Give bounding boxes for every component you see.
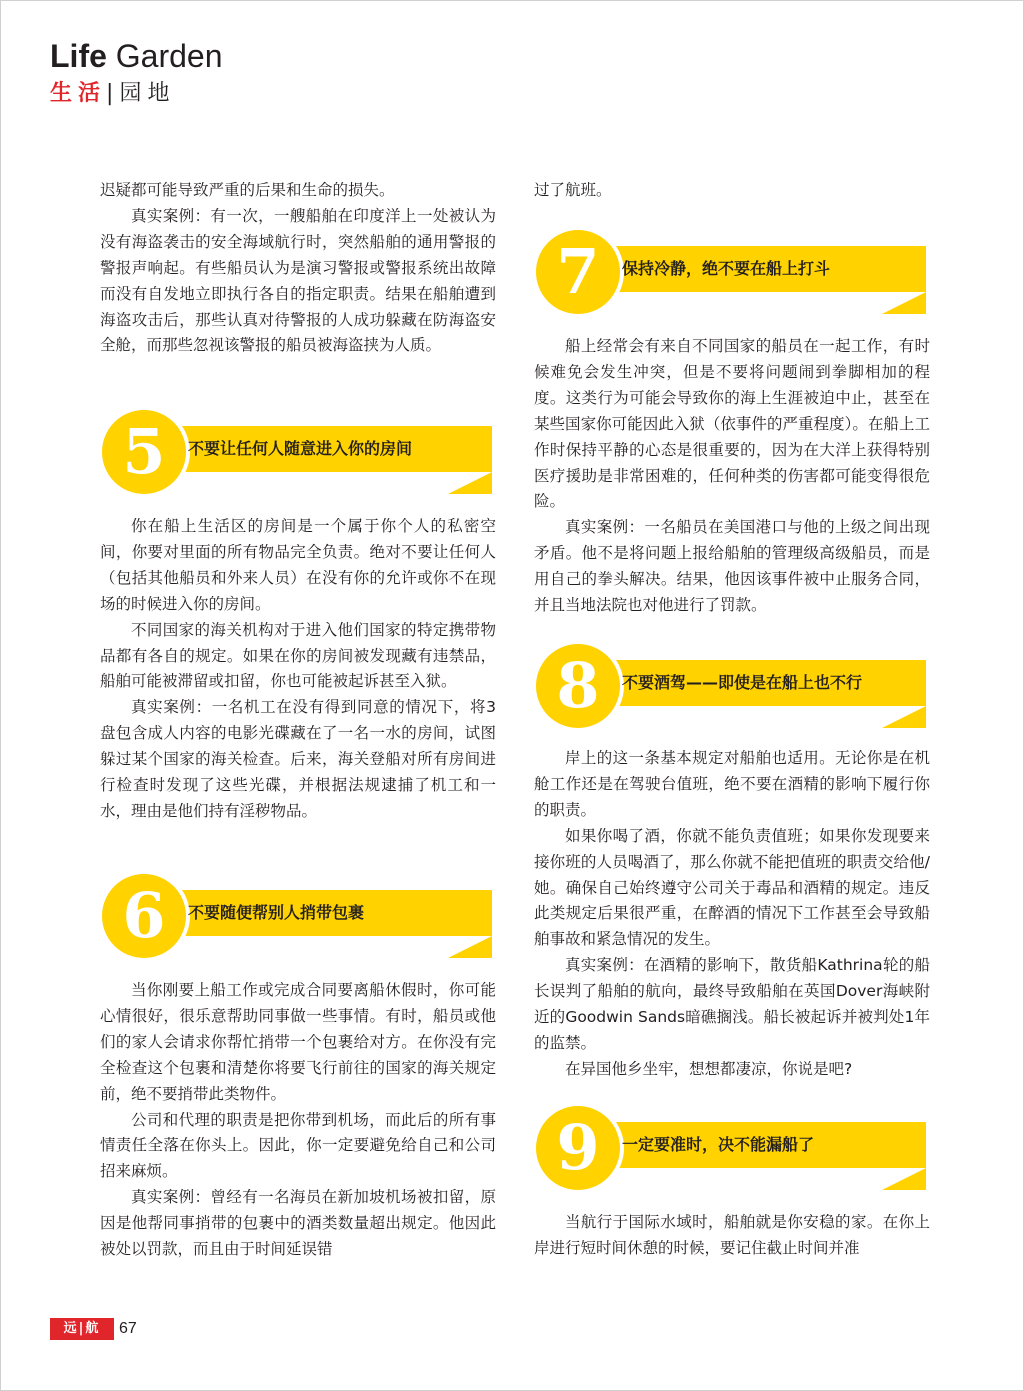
section-8-body bbox=[534, 746, 930, 1083]
section-8-paragraph-4: 在异国他乡坐牢，想想都凄凉，你说是吧? bbox=[565, 1059, 853, 1078]
section-7-paragraph-1: 船上经常会有来自不同国家的船员在一起工作，有时候难免会发生冲突，但是不要将问题闹到拳脚相加的程度。这类行为可能会导致你的海上生涯被迫中止，甚至在某些国家你可能因此入狱（依事件的严重程度）。在船上工作时保持平静的心态是很重要的，因为在大洋上获得特别医疗援助是非常困难的，任何种类的伤害都可能变得很危险。 bbox=[534, 337, 930, 511]
section-5-title: 不要让任何人随意进入你的房间 bbox=[188, 439, 413, 458]
section-8-number: 8 bbox=[556, 649, 600, 722]
page-number: 67 bbox=[119, 1320, 137, 1337]
section-7-title: 保持冷静，绝不要在船上打斗 bbox=[622, 259, 831, 278]
section-8-paragraph-2: 如果你喝了酒，你就不能负责值班；如果你发现要来接你班的人员喝酒了，那么你就不能把值班的职责交给他/她。确保自己始终遵守公司关于毒品和酒精的规定。违反此类规定后果很严重，在醉酒的情况下工作甚至会导致船舶事故和紧急情况的发生。 bbox=[534, 826, 930, 949]
section-7-heading bbox=[532, 226, 932, 326]
section-5-number: 5 bbox=[122, 415, 166, 488]
section-8-paragraph-1: 岸上的这一条基本规定对船舶也适用。无论你是在机舱工作还是在驾驶台值班，绝不要在酒精的影响下履行你的职责。 bbox=[534, 749, 930, 819]
section-5-paragraph-2: 不同国家的海关机构对于进入他们国家的特定携带物品都有各自的规定。如果在你的房间被发现藏有违禁品，船舶可能被滞留或扣留，你也可能被起诉甚至入狱。 bbox=[100, 620, 496, 691]
section-7-paragraph-2: 真实案例：一名船员在美国港口与他的上级之间出现矛盾。他不是将问题上报给船舶的管理级高级船员，而是用自己的拳头解决。结果，他因该事件被中止服务合同，并且当地法院也对他进行了罚款。 bbox=[534, 518, 930, 615]
left-intro: 迟疑都可能导致严重的后果和生命的损失。 bbox=[100, 181, 395, 199]
section-5-body bbox=[100, 514, 496, 825]
subtitle-rest: 园地 bbox=[119, 81, 176, 106]
section-8-paragraph-3: 真实案例：在酒精的影响下，散货船Kathrina轮的船长误判了船舶的航向，最终导致船舶在英国Dover海峡附近的Goodwin Sands暗礁搁浅。船长被起诉并被判处1年的监禁。 bbox=[534, 956, 930, 1052]
ribbon-fold-icon bbox=[448, 472, 492, 494]
section-title-rest: Garden bbox=[106, 38, 223, 74]
subtitle-red: 生活 bbox=[50, 81, 107, 106]
left-case-paragraph: 真实案例：有一次，一艘船舶在印度洋上一处被认为没有海盗袭击的安全海域航行时，突然船舶的通用警报的警报声响起。有些船员认为是演习警报或警报系统出故障而没有自发地立即执行各自的指定职责。结果在船舶遭到海盗攻击后，那些认真对待警报的人成功躲藏在防海盗安全舱，而那些忽视该警报的船员被海盗挟为人质。 bbox=[100, 206, 496, 355]
section-9-number: 9 bbox=[556, 1111, 600, 1184]
section-6-heading bbox=[98, 870, 498, 970]
magazine-section-title bbox=[50, 38, 223, 74]
section-6-paragraph-2: 公司和代理的职责是把你带到机场，而此后的所有事情责任全落在你头上。因此，你一定要避免给自己和公司招来麻烦。 bbox=[100, 1110, 496, 1181]
section-9-paragraph-1: 当航行于国际水域时，船舶就是你安稳的家。在你上岸进行短时间休憩的时候，要记住截止时间并准 bbox=[534, 1213, 930, 1257]
section-8-title: 不要酒驾——即使是在船上也不行 bbox=[622, 673, 863, 692]
right-intro: 过了航班。 bbox=[534, 181, 612, 199]
section-9-body bbox=[534, 1210, 930, 1262]
section-6-paragraph-1: 当你刚要上船工作或完成合同要离船休假时，你可能心情很好，很乐意帮助同事做一些事情。有时，船员或他们的家人会请求你帮忙捎带一个包裹给对方。在你没有完全检查这个包裹和清楚你将要飞行前往的国家的海关规定前，绝不要捎带此类物件。 bbox=[100, 981, 496, 1103]
subtitle-separator: | bbox=[106, 81, 114, 106]
magazine-badge: 远|航 bbox=[50, 1318, 114, 1340]
section-6-body bbox=[100, 978, 496, 1263]
section-5-paragraph-1: 你在船上生活区的房间是一个属于你个人的私密空间，你要对里面的所有物品完全负责。绝对不要让任何人（包括其他船员和外来人员）在没有你的允许或你不在现场的时候进入你的房间。 bbox=[100, 517, 496, 613]
ribbon-fold-icon bbox=[882, 292, 926, 314]
section-6-title: 不要随便帮别人捎带包裹 bbox=[188, 903, 365, 922]
section-subtitle bbox=[50, 80, 175, 108]
section-9-title: 一定要准时，决不能漏船了 bbox=[622, 1135, 815, 1154]
right-column-top bbox=[534, 178, 930, 204]
section-7-number: 7 bbox=[556, 235, 600, 308]
section-title-bold: Life bbox=[50, 38, 107, 74]
section-8-heading bbox=[532, 640, 932, 740]
section-7-body bbox=[534, 334, 930, 619]
ribbon-fold-icon bbox=[882, 706, 926, 728]
section-9-heading bbox=[532, 1102, 932, 1202]
section-5-heading bbox=[98, 406, 498, 506]
section-5-paragraph-3: 真实案例：一名机工在没有得到同意的情况下，将3盘包含成人内容的电影光碟藏在了一名一水的房间，试图躲过某个国家的海关检查。后来，海关登船对所有房间进行检查时发现了这些光碟，并根据法规逮捕了机工和一水，理由是他们持有淫秽物品。 bbox=[100, 698, 496, 820]
ribbon-fold-icon bbox=[448, 936, 492, 958]
left-column-top bbox=[100, 178, 496, 359]
section-6-paragraph-3: 真实案例：曾经有一名海员在新加坡机场被扣留，原因是他帮同事捎带的包裹中的酒类数量超出规定。他因此被处以罚款，而且由于时间延误错 bbox=[100, 1188, 496, 1259]
section-6-number: 6 bbox=[122, 879, 166, 952]
ribbon-fold-icon bbox=[882, 1168, 926, 1190]
